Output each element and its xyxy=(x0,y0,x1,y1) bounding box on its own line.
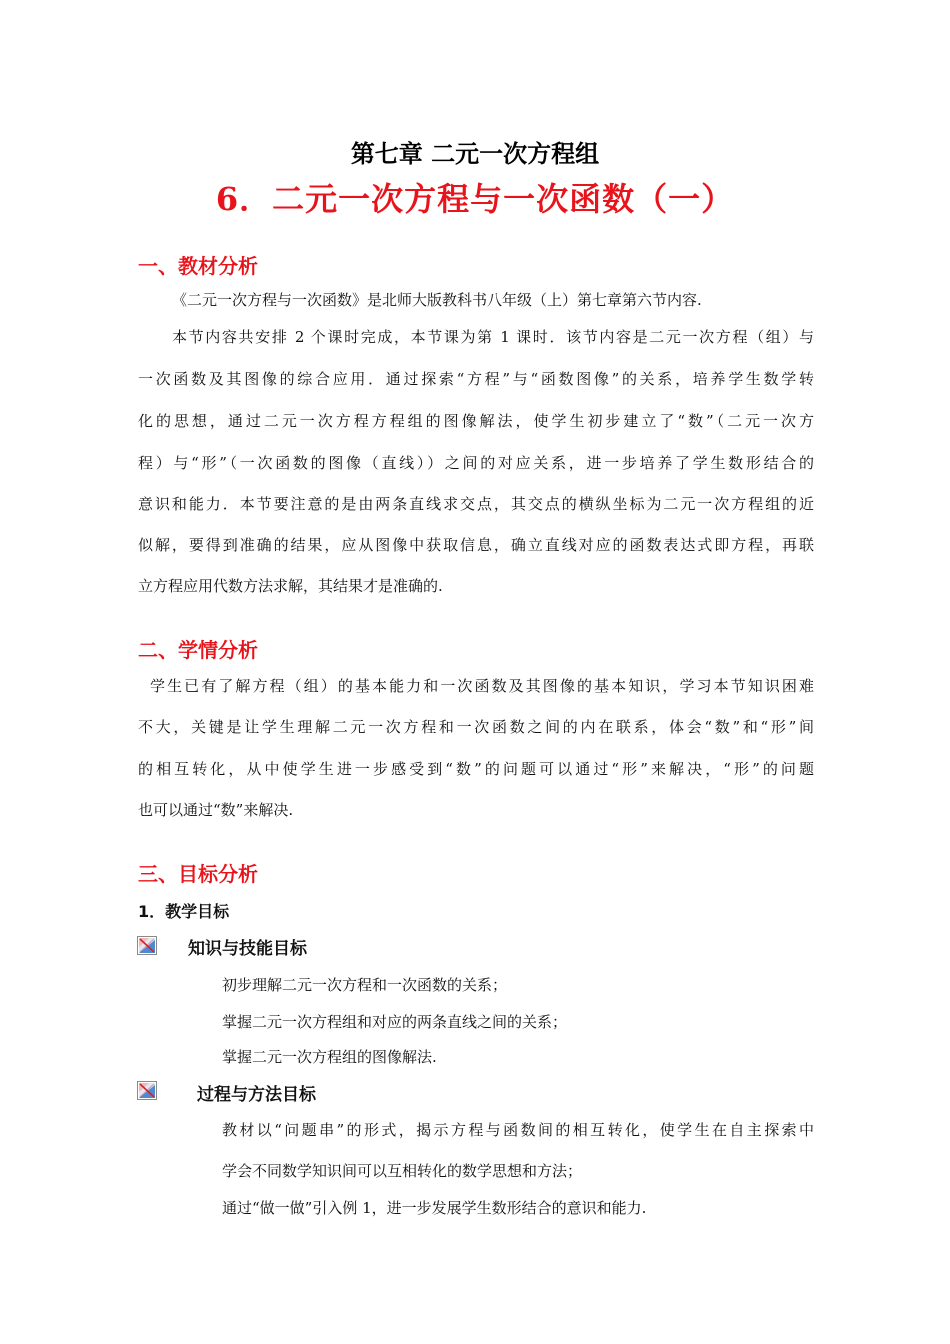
section-heading-student-analysis: 二、学情分析 xyxy=(138,638,258,662)
paragraph-line: 也可以通过“数”来解决. xyxy=(138,801,294,819)
goal-item: 学会不同数学知识间可以互相转化的数学思想和方法； xyxy=(222,1162,583,1180)
paragraph-line: 似解，要得到准确的结果，应从图像中获取信息，确立直线对应的函数表达式即方程，再联 xyxy=(138,536,814,554)
picture-icon xyxy=(137,936,157,955)
paragraph-line: 化的思想，通过二元一次方程方程组的图像解法，使学生初步建立了“数”（二元一次方 xyxy=(138,412,814,430)
paragraph-line: 一次函数及其图像的综合应用．通过探索“方程”与“函数图像”的关系，培养学生数学转 xyxy=(138,370,814,388)
chapter-title: 第七章 二元一次方程组 xyxy=(350,139,600,168)
paragraph-line: 《二元一次方程与一次函数》是北师大版教科书八年级（上）第七章第六节内容. xyxy=(172,291,702,309)
paragraph-line: 意识和能力．本节要注意的是由两条直线求交点，其交点的横纵坐标为二元一次方程组的近 xyxy=(138,495,814,513)
section-heading-goal-analysis: 三、目标分析 xyxy=(138,862,258,886)
paragraph-line: 程）与“形”（一次函数的图像（直线））之间的对应关系，进一步培养了学生数形结合的 xyxy=(138,454,814,472)
paragraph-line: 本节内容共安排 2 个课时完成，本节课为第 1 课时．该节内容是二元一次方程（组）与 xyxy=(172,328,814,346)
picture-icon xyxy=(137,1081,157,1100)
goal-item: 掌握二元一次方程组和对应的两条直线之间的关系； xyxy=(222,1013,568,1031)
paragraph-line: 立方程应用代数方法求解，其结果才是准确的. xyxy=(138,577,443,595)
paragraph-line: 不大，关键是让学生理解二元一次方程和一次函数之间的内在联系，体会“数”和“形”间 xyxy=(138,718,814,736)
goal-label-process-method: 过程与方法目标 xyxy=(197,1085,316,1105)
goal-label-knowledge-skills: 知识与技能目标 xyxy=(188,939,307,959)
section-heading-textbook-analysis: 一、教材分析 xyxy=(138,254,258,278)
paragraph-line: 学生已有了解方程（组）的基本能力和一次函数及其图像的基本知识，学习本节知识困难 xyxy=(150,677,814,695)
goal-item: 通过“做一做”引入例 1，进一步发展学生数形结合的意识和能力. xyxy=(222,1199,647,1217)
goal-item: 初步理解二元一次方程和一次函数的关系； xyxy=(222,976,508,994)
lesson-title: 6．二元一次方程与一次函数（一） xyxy=(215,180,735,218)
goal-item: 掌握二元一次方程组的图像解法. xyxy=(222,1048,437,1066)
sub-heading-teaching-goals: 1．教学目标 xyxy=(138,902,230,921)
goal-item: 教材以“问题串”的形式，揭示方程与函数间的相互转化，使学生在自主探索中 xyxy=(222,1121,814,1139)
paragraph-line: 的相互转化，从中使学生进一步感受到“数”的问题可以通过“形”来解决，“形”的问题 xyxy=(138,760,814,778)
